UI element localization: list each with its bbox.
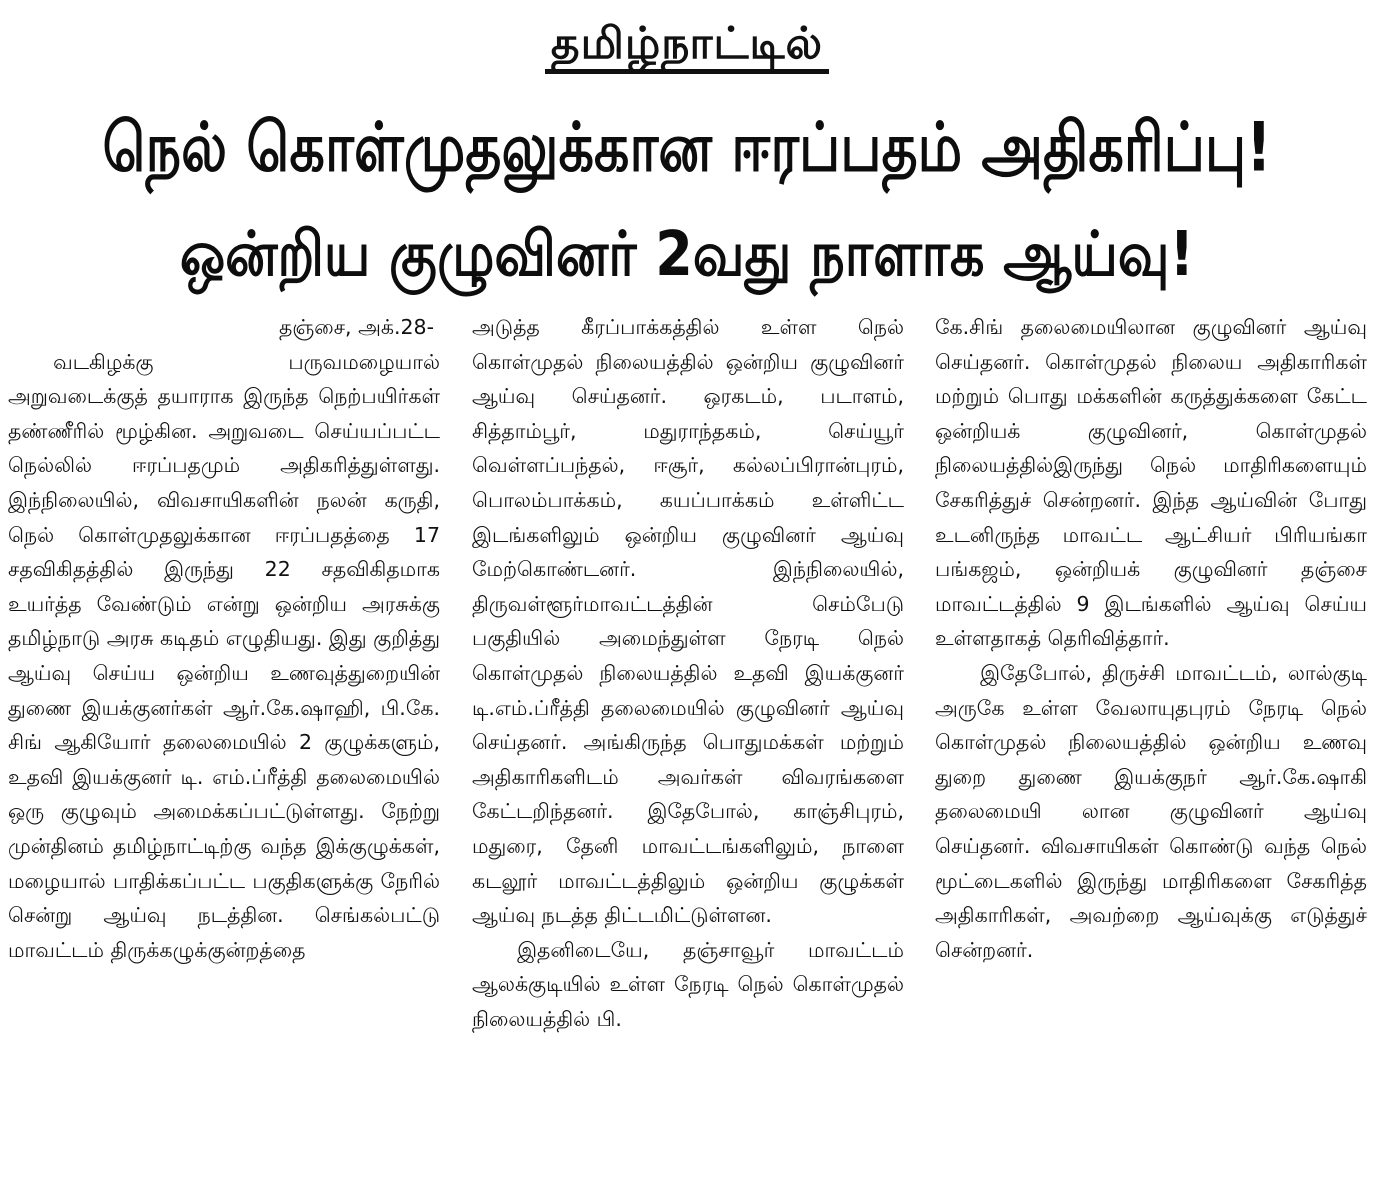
article-column-2	[472, 310, 904, 1180]
paragraph: இதேபோல், திருச்சி மாவட்டம், லால்குடி அருகே உள்ள வேலாயுதபுரம் நேரடி நெல் கொள்முதல் நிலையத்தில் ஒன்றிய உணவு துறை துணை இயக்குநர் ஆர்.கே.ஷாகி தலைமையி லான குழுவினர் ஆய்வு செய்தனர். விவசாயிகள் கொண்டு வந்த நெல் மூட்டைகளில் இருந்து மாதிரிகளை சேகரித்த அதிகாரிகள், அவற்றை ஆய்வுக்கு எடுத்துச் சென்றனர்.	[935, 660, 1367, 962]
paragraph: அடுத்த கீரப்பாக்கத்தில் உள்ள நெல் கொள்முதல் நிலையத்தில் ஒன்றிய குழுவினர் ஆய்வு செய்தனர். ஒரகடம், படாளம், சித்தாம்பூர், மதுராந்தகம், செய்யூர் வெள்ளப்பந்தல், ஈசூர், கல்லப்பிரான்புரம், பொலம்பாக்கம், கயப்பாக்கம் உள்ளிட்ட இடங்களிலும் ஒன்றிய குழுவினர் ஆய்வு மேற்கொண்டனர். இந்நிலையில், திருவள்ளூர்மாவட்டத்தின் செம்பேடு பகுதியில் அமைந்துள்ள நேரடி நெல் கொள்முதல் நிலையத்தில் உதவி இயக்குனர் டி.எம்.ப்ரீத்தி தலைமையில் குழுவினர் ஆய்வு செய்தனர். அங்கிருந்த பொதுமக்கள் மற்றும் அதிகாரிகளிடம் அவர்கள் விவரங்களை கேட்டறிந்தனர். இதேபோல், காஞ்சிபுரம், மதுரை, தேனி மாவட்டங்களிலும், நாளை கடலூர் மாவட்டத்திலும் ஒன்றிய குழுக்கள் ஆய்வு நடத்த திட்டமிட்டுள்ளன.	[472, 315, 904, 928]
kicker-text: தமிழ்நாட்டில்	[545, 18, 829, 74]
kicker-heading	[0, 14, 1374, 74]
article-column-3	[935, 310, 1367, 1180]
paragraph: வடகிழக்கு பருவமழையால் அறுவடைக்குத் தயாராக இருந்த நெற்பயிர்கள் தண்ணீரில் மூழ்கின. அறுவடை செய்யப்பட்ட நெல்லில் ஈரப்பதமும் அதிகரித்துள்ளது. இந்நிலையில், விவசாயிகளின் நலன் கருதி, நெல் கொள்முதலுக்கான ஈரப்பதத்தை 17 சதவிகிதத்தில் இருந்து 22 சதவிகிதமாக உயர்த்த வேண்டும் என்று ஒன்றிய அரசுக்கு தமிழ்நாடு அரசு கடிதம் எழுதியது. இது குறித்து ஆய்வு செய்ய ஒன்றிய உணவுத்துறையின் துணை இயக்குனர்கள் ஆர்.கே.ஷாஹி, பி.கே. சிங் ஆகியோர் தலைமையில் 2 குழுக்களும், உதவி இயக்குனர் டி. எம்.ப்ரீத்தி தலைமையில் ஒரு குழுவும் அமைக்கப்பட்டுள்ளது. நேற்று முன்தினம் தமிழ்நாட்டிற்கு வந்த இக்குழுக்கள், மழையால் பாதிக்கப்பட்ட பகுதிகளுக்கு நேரில் சென்று ஆய்வு நடத்தின. செங்கல்பட்டு மாவட்டம் திருக்கழுக்குன்றத்தை	[8, 349, 440, 962]
article-body	[6, 310, 1368, 1180]
paragraph: இதனிடையே, தஞ்சாவூர் மாவட்டம் ஆலக்குடியில் உள்ள நேரடி நெல் கொள்முதல் நிலையத்தில் பி.	[472, 937, 904, 1031]
dateline: தஞ்சை, அக்.28-	[278, 315, 434, 339]
sub-headline: ஒன்றிய குழுவினர் 2வது நாளாக ஆய்வு!	[179, 219, 1195, 290]
main-headline: நெல் கொள்முதலுக்கான ஈரப்பதம் அதிகரிப்பு!	[102, 108, 1272, 188]
paragraph: கே.சிங் தலைமையிலான குழுவினர் ஆய்வு செய்தனர். கொள்முதல் நிலைய அதிகாரிகள் மற்றும் பொது மக்களின் கருத்துக்களை கேட்ட ஒன்றியக் குழுவினர், கொள்முதல் நிலையத்தில்இருந்து நெல் மாதிரிகளையும் சேகரித்துச் சென்றனர். இந்த ஆய்வின் போது உடனிருந்த மாவட்ட ஆட்சியர் பிரியங்கா பங்கஜம், ஒன்றியக் குழுவினர் தஞ்சை மாவட்டத்தில் 9 இடங்களில் ஆய்வு செய்ய உள்ளதாகத் தெரிவித்தார்.	[935, 315, 1367, 651]
article-column-1	[8, 310, 440, 1180]
